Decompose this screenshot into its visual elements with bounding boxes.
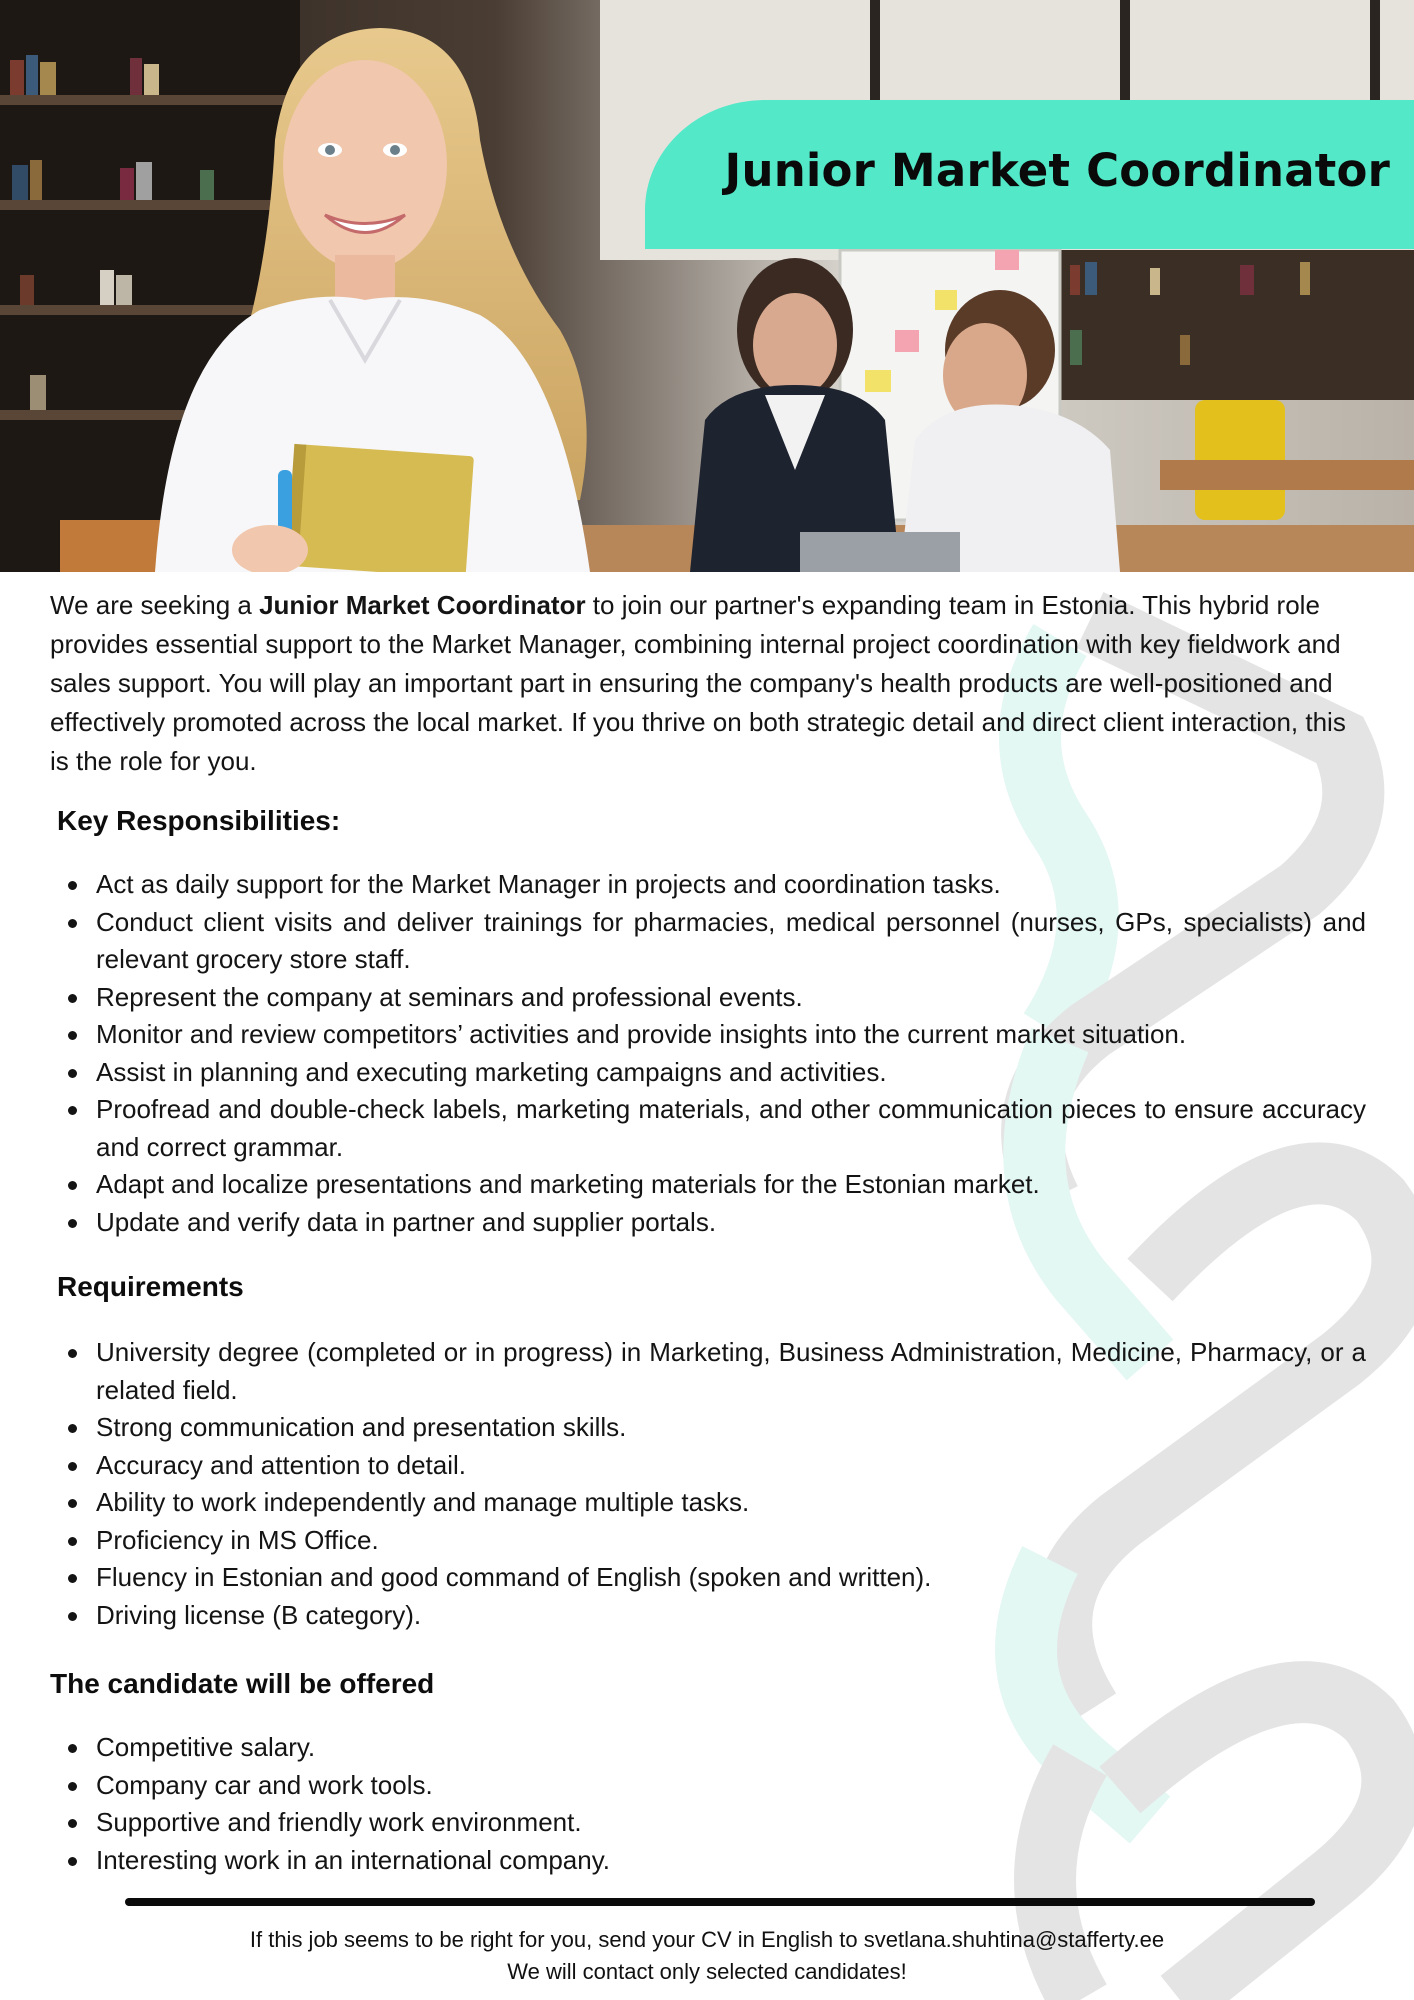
list-item: Represent the company at seminars and professional events. bbox=[50, 979, 1366, 1017]
footer bbox=[0, 1924, 1414, 1988]
requirements-heading: Requirements bbox=[57, 1271, 244, 1302]
list-item: Competitive salary. bbox=[50, 1729, 1366, 1767]
list-item: Strong communication and presentation skills. bbox=[50, 1409, 1366, 1447]
list-item: Driving license (B category). bbox=[50, 1597, 1366, 1635]
list-item: Conduct client visits and deliver trainings for pharmacies, medical personnel (nurses, GPs, specialists) and relevant grocery store staff. bbox=[50, 904, 1366, 979]
list-item: Act as daily support for the Market Manager in projects and coordination tasks. bbox=[50, 866, 1366, 904]
list-item: Ability to work independently and manage multiple tasks. bbox=[50, 1484, 1366, 1522]
footer-divider bbox=[125, 1898, 1315, 1906]
responsibilities-heading: Key Responsibilities: bbox=[57, 805, 341, 836]
requirements-list bbox=[50, 1334, 1366, 1634]
list-item: Proofread and double-check labels, marketing materials, and other communication pieces to ensure accuracy and correct grammar. bbox=[50, 1091, 1366, 1166]
list-item: Monitor and review competitors’ activities and provide insights into the current market situation. bbox=[50, 1016, 1366, 1054]
job-description bbox=[50, 586, 1366, 1879]
job-title: Junior Market Coordinator bbox=[724, 144, 1390, 197]
intro-text-rest: to join our partner's expanding team in Estonia. This hybrid role provides essential support to the Market Manager, combining internal project coordination with key fieldwork and sales support. You will play an important part in ensuring the company's health products are well-positioned and effectively promoted across the local market. If you thrive on both strategic detail and direct client interaction, this is the role for you. bbox=[50, 590, 1346, 776]
list-item: Update and verify data in partner and supplier portals. bbox=[50, 1204, 1366, 1242]
offer-list bbox=[50, 1729, 1366, 1879]
list-item: Supportive and friendly work environment. bbox=[50, 1804, 1366, 1842]
list-item: Interesting work in an international company. bbox=[50, 1842, 1366, 1880]
list-item: Fluency in Estonian and good command of English (spoken and written). bbox=[50, 1559, 1366, 1597]
hero-photo bbox=[0, 0, 1414, 572]
office-scene-illustration bbox=[0, 0, 1414, 572]
list-item: Proficiency in MS Office. bbox=[50, 1522, 1366, 1560]
footer-contact-line: If this job seems to be right for you, send your CV in English to svetlana.shuhtina@stafferty.ee bbox=[249, 1927, 1165, 1952]
title-banner bbox=[645, 100, 1414, 249]
offer-heading: The candidate will be offered bbox=[50, 1668, 435, 1699]
footer-note: We will contact only selected candidates! bbox=[507, 1959, 907, 1984]
intro-text-start: We are seeking a bbox=[50, 590, 260, 620]
list-item: Adapt and localize presentations and marketing materials for the Estonian market. bbox=[50, 1166, 1366, 1204]
intro-paragraph bbox=[50, 586, 1366, 781]
intro-job-title: Junior Market Coordinator bbox=[259, 590, 586, 620]
list-item: University degree (completed or in progress) in Marketing, Business Administration, Medicine, Pharmacy, or a related field. bbox=[50, 1334, 1366, 1409]
list-item: Company car and work tools. bbox=[50, 1767, 1366, 1805]
list-item: Accuracy and attention to detail. bbox=[50, 1447, 1366, 1485]
responsibilities-list bbox=[50, 866, 1366, 1241]
list-item: Assist in planning and executing marketing campaigns and activities. bbox=[50, 1054, 1366, 1092]
